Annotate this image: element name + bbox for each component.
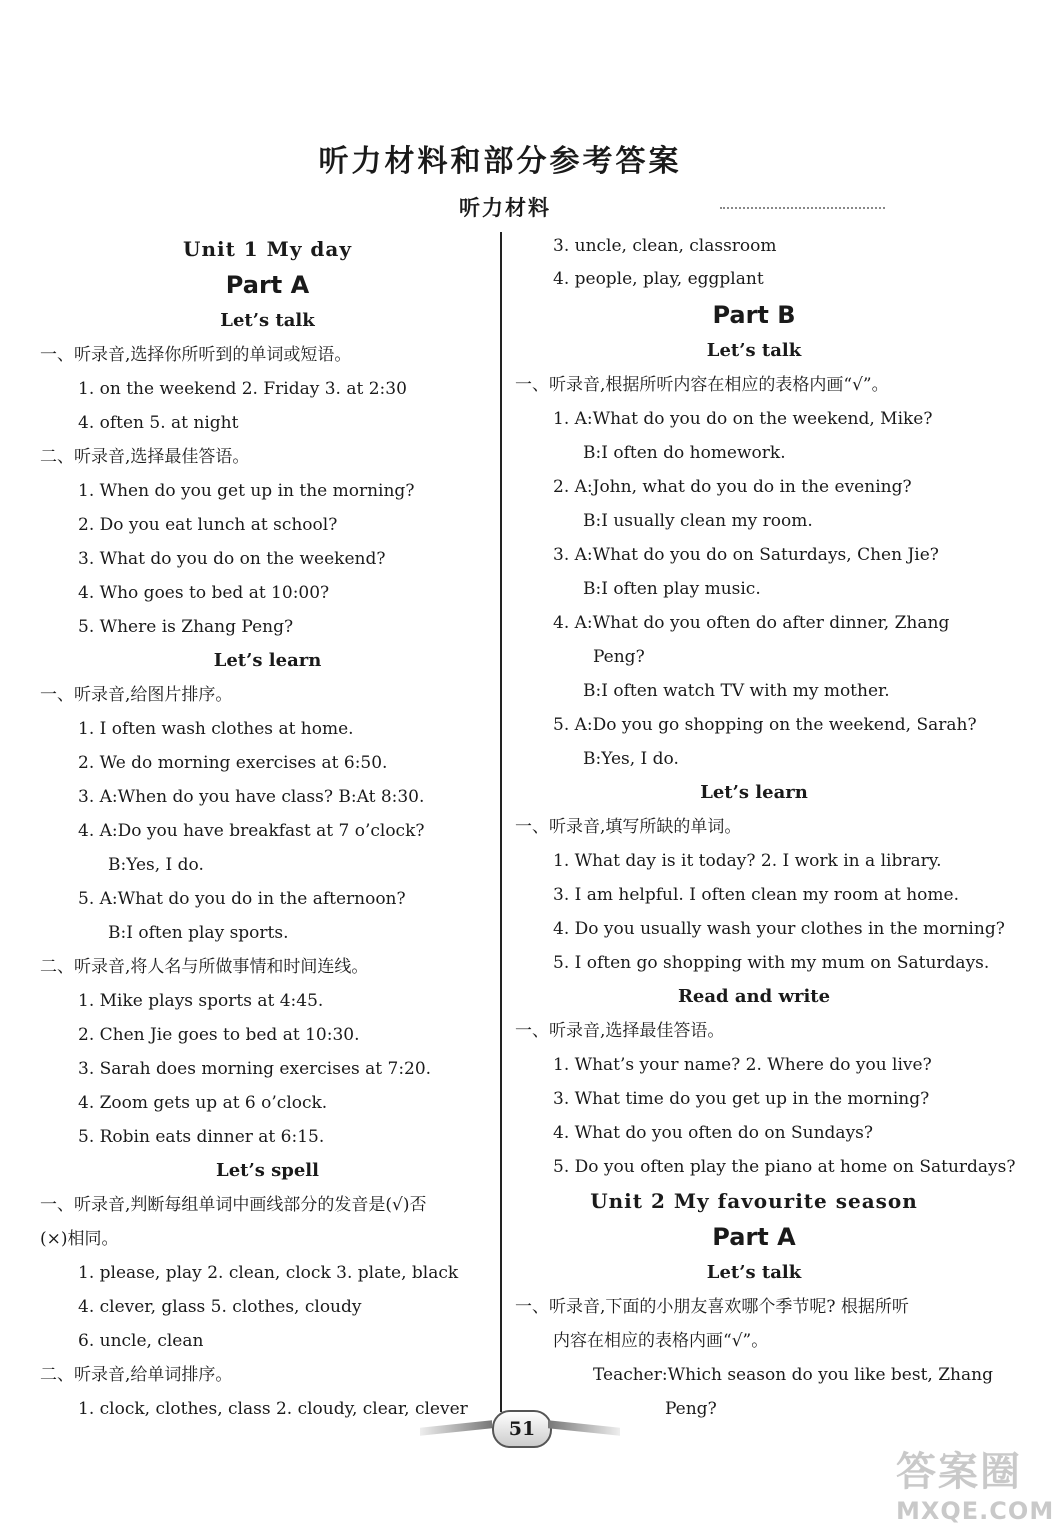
question-instruction: 一、听录音,选择你所听到的单词或短语。 xyxy=(40,345,352,365)
answer-line: 5. Robin eats dinner at 6:15. xyxy=(78,1127,325,1147)
answer-line: 5. Where is Zhang Peng? xyxy=(78,617,294,637)
answer-line: 4. What do you often do on Sundays? xyxy=(553,1123,874,1143)
question-instruction: 内容在相应的表格内画“√”。 xyxy=(553,1331,769,1351)
answer-line: 4. clever, glass 5. clothes, cloudy xyxy=(78,1297,362,1317)
question-instruction: 二、听录音,将人名与所做事情和时间连线。 xyxy=(40,957,369,977)
answer-line: B:I often watch TV with my mother. xyxy=(583,681,890,701)
answer-line: 4. A:What do you often do after dinner, Zhang xyxy=(553,613,950,633)
answer-line: 3. A:When do you have class? B:At 8:30. xyxy=(78,787,425,807)
question-instruction: 二、听录音,选择最佳答语。 xyxy=(40,447,250,467)
watermark-url: MXQE.COM xyxy=(896,1497,1055,1525)
part-heading: Part A xyxy=(225,271,310,299)
answer-line: 4. often 5. at night xyxy=(78,413,239,433)
section-heading: Read and write xyxy=(677,986,831,1007)
answer-line: 2. Do you eat lunch at school? xyxy=(78,515,338,535)
answer-line: 4. people, play, eggplant xyxy=(553,269,764,289)
dotted-rule xyxy=(720,207,885,209)
answer-line: 1. I often wash clothes at home. xyxy=(78,719,354,739)
question-instruction: 一、听录音,判断每组单词中画线部分的发音是(√)否 xyxy=(40,1195,427,1215)
section-heading: Let’s learn xyxy=(213,650,322,671)
right-column xyxy=(515,232,1016,1426)
answer-line: 4. Zoom gets up at 6 o’clock. xyxy=(78,1093,328,1113)
section-heading: Let’s talk xyxy=(706,340,802,361)
answer-line: Peng? xyxy=(665,1399,717,1419)
answer-line: 5. I often go shopping with my mum on Saturdays. xyxy=(553,953,990,973)
answer-line: 1. A:What do you do on the weekend, Mike? xyxy=(553,409,933,429)
section-heading: Let’s talk xyxy=(706,1262,802,1283)
answer-line: 3. Sarah does morning exercises at 7:20. xyxy=(78,1059,432,1079)
watermark-logo xyxy=(896,1440,1056,1530)
ornament-right xyxy=(548,1420,620,1436)
answer-line: B:I often play sports. xyxy=(108,923,289,943)
answer-line: 2. We do morning exercises at 6:50. xyxy=(78,753,388,773)
answer-line: 3. I am helpful. I often clean my room at home. xyxy=(553,885,959,905)
question-instruction: (×)相同。 xyxy=(40,1229,119,1249)
answer-line: 2. Chen Jie goes to bed at 10:30. xyxy=(78,1025,360,1045)
question-instruction: 一、听录音,下面的小朋友喜欢哪个季节呢? 根据所听 xyxy=(515,1297,909,1317)
unit-title: Unit 1 My day xyxy=(183,237,352,261)
answer-line: 1. What day is it today? 2. I work in a library. xyxy=(553,851,942,871)
section-heading: Let’s spell xyxy=(216,1160,319,1181)
answer-line: 1. Mike plays sports at 4:45. xyxy=(78,991,324,1011)
answer-line: 1. on the weekend 2. Friday 3. at 2:30 xyxy=(78,379,407,399)
part-heading: Part B xyxy=(712,301,796,329)
answer-line: 4. Who goes to bed at 10:00? xyxy=(78,583,330,603)
answer-line: 1. What’s your name? 2. Where do you live? xyxy=(553,1055,932,1075)
answer-line: B:Yes, I do. xyxy=(108,855,204,875)
section-heading: Let’s learn xyxy=(700,782,808,803)
answer-line: 3. What do you do on the weekend? xyxy=(78,549,386,569)
answer-line: 5. A:Do you go shopping on the weekend, Sarah? xyxy=(553,715,977,735)
question-instruction: 二、听录音,给单词排序。 xyxy=(40,1365,233,1385)
answer-line: Teacher:Which season do you like best, Zhang xyxy=(593,1365,993,1385)
left-column xyxy=(40,232,495,1426)
answer-line: 1. When do you get up in the morning? xyxy=(78,481,415,501)
question-instruction: 一、听录音,选择最佳答语。 xyxy=(515,1021,725,1041)
part-heading: Part A xyxy=(712,1223,796,1251)
column-divider xyxy=(500,232,502,1412)
question-instruction: 一、听录音,根据所听内容在相应的表格内画“√”。 xyxy=(515,375,889,395)
answer-line: 4. Do you usually wash your clothes in the morning? xyxy=(553,919,1005,939)
answer-line: 6. uncle, clean xyxy=(78,1331,204,1351)
answer-line: 4. A:Do you have breakfast at 7 o’clock? xyxy=(78,821,425,841)
answer-line: 3. A:What do you do on Saturdays, Chen Jie? xyxy=(553,545,939,565)
answer-line: B:I often play music. xyxy=(583,579,761,599)
watermark-text: 答案圈 xyxy=(896,1449,1022,1495)
answer-line: B:I usually clean my room. xyxy=(583,511,813,531)
answer-line: 3. uncle, clean, classroom xyxy=(553,236,777,256)
question-instruction: 一、听录音,填写所缺的单词。 xyxy=(515,817,742,837)
section-heading: Let’s talk xyxy=(220,310,315,331)
answer-line: Peng? xyxy=(593,647,645,667)
page-number-ornament xyxy=(420,1410,620,1446)
section-subtitle: 听力材料 xyxy=(459,196,551,220)
question-instruction: 一、听录音,给图片排序。 xyxy=(40,685,233,705)
answer-line: B:I often do homework. xyxy=(583,443,786,463)
answer-line: 5. A:What do you do in the afternoon? xyxy=(78,889,406,909)
page-number: 51 xyxy=(492,1410,552,1448)
ornament-left xyxy=(420,1420,492,1436)
answer-line: 1. please, play 2. clean, clock 3. plate, black xyxy=(78,1263,459,1283)
answer-line: 3. What time do you get up in the morning? xyxy=(553,1089,930,1109)
answer-line: 5. Do you often play the piano at home on Saturdays? xyxy=(553,1157,1016,1177)
answer-line: 1. clock, clothes, class 2. cloudy, clear, clever xyxy=(78,1399,468,1419)
unit-title: Unit 2 My favourite season xyxy=(590,1189,918,1213)
answer-line: 2. A:John, what do you do in the evening? xyxy=(553,477,912,497)
answer-line: B:Yes, I do. xyxy=(583,749,679,769)
page-title: 听力材料和部分参考答案 xyxy=(318,144,682,179)
